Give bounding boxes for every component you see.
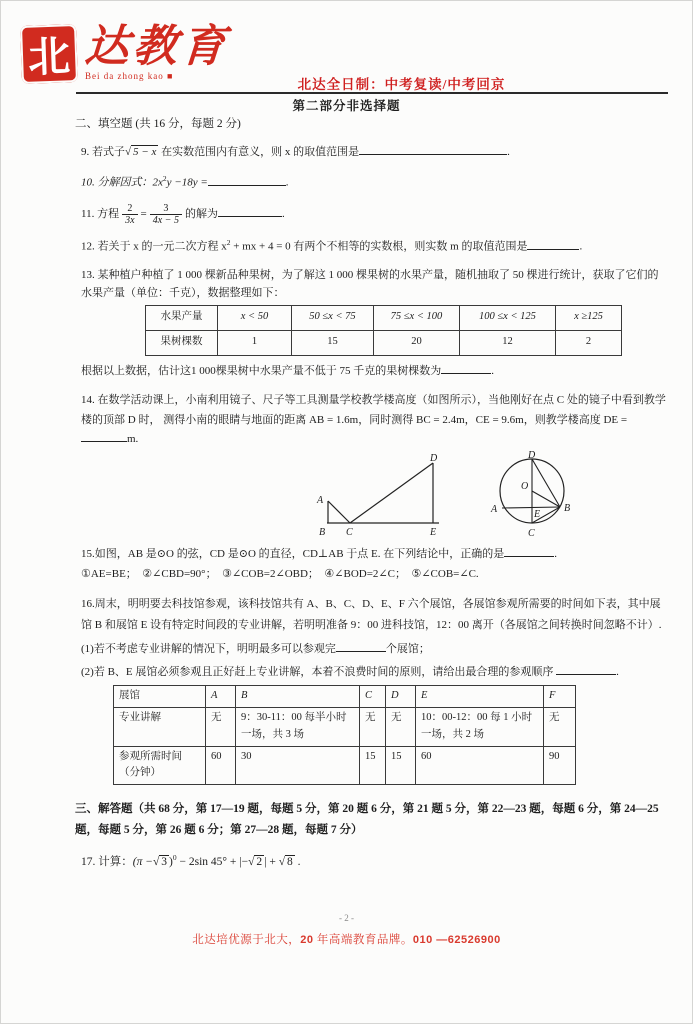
q10-period: . — [285, 176, 289, 189]
q16-part2 — [81, 663, 668, 682]
question-10 — [81, 173, 668, 192]
q13-header-cell: 水果产量 — [146, 305, 218, 330]
q16-header-cell: D — [386, 686, 416, 708]
radicand: 5 − x — [133, 146, 157, 159]
point-label-O: O — [521, 481, 529, 493]
equals-sign: = — [140, 208, 147, 221]
q16-header-cell: A — [206, 686, 236, 708]
q17-exponent: 0 — [172, 852, 177, 862]
point-label-A: A — [317, 495, 324, 507]
radical-expression — [125, 144, 158, 162]
question-17 — [81, 852, 668, 871]
q16-header-cell: C — [360, 686, 386, 708]
q13-note-text: 根据以上数据，估计这1 000棵果树中水果产量不低于 75 千克的果树棵数为 — [81, 364, 442, 377]
q11-text2: 的解为 — [184, 208, 218, 221]
q17-abs-close: | — [264, 855, 267, 868]
q16-cell: 无 — [544, 707, 576, 746]
q16-cell: 9：30-11：00 每半小时一场，共 3 场 — [236, 707, 360, 746]
point-label-B: B — [564, 503, 571, 515]
answer-blank — [218, 205, 282, 217]
q16-cell: 无 — [206, 707, 236, 746]
radical-sign: √ — [248, 855, 255, 868]
segment-DB — [532, 459, 560, 507]
q16-row-label: 专业讲解 — [114, 707, 206, 746]
section-solve-heading: 三、解答题（共 68 分，第 17—19 题，每题 5 分，第 20 题 6 分，第 21 题 5 分，第 22—23 题，每题 6 分，第 24—25 题，每题 5 分，第 26 题 6 分；第 27—28 题，每题 7 分） — [75, 803, 659, 837]
q16-part1-suffix: 个展馆； — [385, 642, 430, 655]
q16-cell: 60 — [416, 746, 544, 785]
q13-header-cell: x < 50 — [218, 305, 292, 330]
footer-phone: 010 —62526900 — [412, 934, 501, 946]
slogan-bold: 中考 — [447, 77, 477, 92]
q13-conclusion — [81, 362, 668, 381]
q11-period: . — [281, 208, 285, 221]
footer-slogan — [1, 931, 692, 947]
answer-blank — [504, 545, 554, 557]
fraction-1-numerator: 2 — [127, 203, 133, 215]
brand-tagline: Bei da zhong kao ■ — [85, 71, 174, 81]
fraction-2-denominator: 4x − 5 — [150, 214, 182, 226]
q14-text: 14. 在数学活动课上，小南利用镜子、尺子等工具测量学校教学楼高度（如图所示），当他刚好在点 C 处的镜子中看到教学楼的顶部 D 时， 测得小南的眼睛与地面的距离 AB = 1.6m，同时测得 BC = 2.4m，CE = 9.6m，则教学楼高度 DE = — [81, 394, 666, 426]
radical-2 — [248, 853, 267, 871]
q16-header-cell: 展馆 — [114, 686, 206, 708]
answer-blank — [336, 640, 386, 652]
footer-years: 20 — [300, 934, 314, 946]
figures-row — [303, 451, 668, 537]
segment-AC — [328, 501, 350, 523]
header-slogan — [1, 73, 692, 93]
section-fill-heading: 二、填空题 (共 16 分，每题 2 分) — [75, 118, 241, 130]
q16-part2-text: (2)若 B、E 展馆必须参观且正好赶上专业讲解，本着不浪费时间的原则，请给出最合理的参观顺序 — [81, 665, 557, 678]
q16-header-cell: B — [236, 686, 360, 708]
question-16: 16.周末，明明要去科技馆参观，该科技馆共有 A、B、C、D、E、F 六个展馆，各展馆参观所需要的时间如下表，其中展馆 B 和展馆 E 设有特定时间段的专业讲解，若明明准备 9：00 进科技馆，12：00 离开（各展馆之间转换时间忽略不计）. — [81, 598, 662, 632]
segment-CD — [350, 463, 433, 523]
q13-header-cell: 50 ≤x < 75 — [292, 305, 374, 330]
fraction-2-numerator: 3 — [163, 203, 169, 215]
q10-exponent: 2 — [162, 173, 167, 183]
question-14 — [81, 391, 668, 449]
table-row — [114, 707, 576, 746]
radicand-3: 3 — [161, 855, 168, 868]
point-label-A: A — [491, 504, 498, 516]
q16-cell: 10：00-12：00 每 1 小时一场，共 2 场 — [416, 707, 544, 746]
q10-text2: y −18y = — [166, 176, 208, 189]
question-12 — [81, 237, 668, 256]
point-label-C: C — [346, 527, 353, 538]
seal-character: 北 — [27, 34, 71, 82]
q17-label: 17. 计算： — [81, 855, 133, 868]
q9-text: 9. 若式子 — [81, 146, 125, 159]
q15-period: . — [554, 548, 558, 561]
q12-text2: + mx + 4 = 0 有两个不相等的实数根，则实数 m 的取值范围是 — [230, 240, 528, 253]
point-label-B: B — [319, 527, 326, 538]
q17-period: . — [294, 855, 301, 868]
answer-blank — [359, 143, 507, 155]
question-9 — [81, 143, 668, 162]
q16-row-label: 参观所需时间（分钟） — [114, 746, 206, 785]
answer-blank — [441, 362, 491, 374]
q16-part1-text: (1)若不考虑专业讲解的情况下，明明最多可以参观完 — [81, 642, 336, 655]
q13-value-cell: 15 — [292, 330, 374, 355]
q13-value-cell: 12 — [460, 330, 556, 355]
point-label-C: C — [528, 528, 535, 538]
q12-text: 12. 若关于 x 的一元二次方程 x — [81, 240, 227, 253]
q17-close-paren: ) — [169, 855, 173, 868]
point-label-D: D — [430, 453, 438, 465]
chord-AB — [502, 507, 560, 508]
q13-header-cell: x ≥125 — [556, 305, 622, 330]
q16-schedule-table — [113, 685, 576, 785]
q15-text: 15.如图，AB 是⊙O 的弦，CD 是⊙O 的直径，CD⊥AB 于点 E. 在下列结论中，正确的是 — [81, 548, 505, 561]
slogan-post: 回京 — [476, 77, 506, 92]
q14-unit: m. — [127, 432, 139, 445]
exam-body — [75, 115, 668, 882]
answer-blank — [208, 174, 286, 186]
q13-value-cell: 1 — [218, 330, 292, 355]
q12-period: . — [579, 240, 583, 253]
circle-chord-figure — [487, 449, 579, 537]
q16-header-cell: F — [544, 686, 576, 708]
q16-part1 — [81, 640, 668, 659]
fraction-1-denominator: 3x — [122, 214, 137, 226]
brand-name: 达教育 — [83, 22, 231, 71]
q17-mid: − 2sin 45° + — [176, 855, 240, 868]
q16-cell: 15 — [386, 746, 416, 785]
q13-data-table — [145, 305, 622, 356]
q9-text2: 在实数范围内有意义，则 x 的取值范围是 — [158, 146, 360, 159]
q17-open-paren: (π − — [132, 855, 153, 868]
point-label-D: D — [528, 450, 536, 462]
header-divider — [76, 92, 668, 94]
q13-row-label: 果树棵数 — [146, 330, 218, 355]
question-13: 13. 某种植户种植了 1 000 棵新品种果树，为了解这 1 000 棵果树的水果产量，随机抽取了 50 棵进行统计，获取了它们的水果产量（单位：千克），数据整理如下： — [81, 269, 659, 300]
table-row — [146, 305, 622, 330]
point-label-E: E — [534, 509, 541, 521]
footer-text2: 年高端教育品牌。 — [313, 934, 413, 946]
q16-cell: 60 — [206, 746, 236, 785]
table-row — [114, 746, 576, 785]
part-title: 第二部分非选择题 — [292, 99, 401, 113]
q13-note-period: . — [491, 364, 494, 377]
point-label-E: E — [430, 527, 437, 538]
q16-cell: 无 — [386, 707, 416, 746]
q13-header-cell: 100 ≤x < 125 — [460, 305, 556, 330]
q16-cell: 90 — [544, 746, 576, 785]
answer-blank — [81, 430, 127, 442]
radical-sign: √ — [278, 855, 285, 868]
fraction-2 — [150, 203, 182, 226]
q13-header-cell: 75 ≤x < 100 — [374, 305, 460, 330]
radical-sign: √ — [125, 146, 132, 159]
fraction-1 — [122, 203, 137, 226]
q13-value-cell: 20 — [374, 330, 460, 355]
mirror-triangle-figure — [303, 453, 445, 537]
q13-value-cell: 2 — [556, 330, 622, 355]
question-15 — [81, 545, 668, 564]
answer-blank — [527, 238, 579, 250]
q16-part2-suffix: . — [616, 665, 619, 678]
q15-options: ①AE=BE； ②∠CBD=90°； ③∠COB=2∠OBD； ④∠BOD=2∠C； ⑤∠COB=∠C. — [81, 567, 479, 580]
radicand-2: 2 — [256, 855, 263, 868]
q11-text: 11. 方程 — [81, 208, 120, 221]
page-number: - 2 - — [339, 913, 354, 923]
q16-header-cell: E — [416, 686, 544, 708]
radicand-8: 8 — [287, 855, 293, 868]
table-row — [146, 330, 622, 355]
q16-cell: 无 — [360, 707, 386, 746]
table-row — [114, 686, 576, 708]
q16-cell: 30 — [236, 746, 360, 785]
radical-8 — [279, 853, 295, 871]
radical-sign: √ — [152, 855, 160, 868]
answer-blank — [556, 663, 616, 675]
footer-text: 北达培优源于北大， — [192, 934, 301, 946]
q17-plus: + — [266, 855, 279, 868]
question-11 — [81, 203, 668, 226]
q17-abs-open: |− — [239, 855, 249, 868]
q9-period: . — [507, 146, 510, 159]
q16-cell: 15 — [360, 746, 386, 785]
q10-text: 10. 分解因式：2x — [81, 176, 163, 189]
slogan-pre: 北达全日制：中考复读/ — [297, 77, 448, 92]
radical-3 — [153, 853, 169, 871]
q12-exponent: 2 — [226, 238, 231, 248]
